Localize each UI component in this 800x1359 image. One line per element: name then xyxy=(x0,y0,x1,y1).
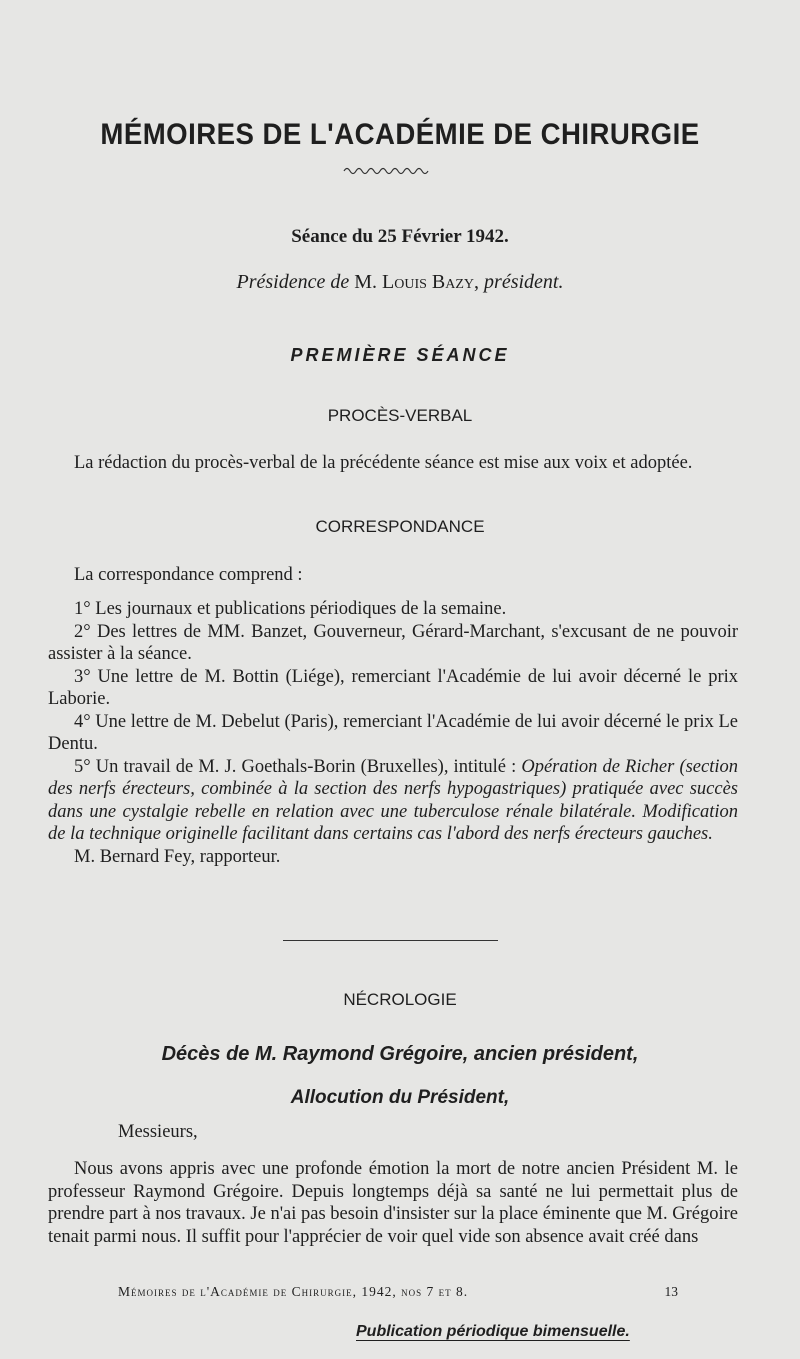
salutation: Messieurs, xyxy=(118,1122,198,1142)
presidence-line xyxy=(0,271,800,294)
section-divider xyxy=(283,940,498,941)
premiere-seance-heading: PREMIÈRE SÉANCE xyxy=(290,345,510,365)
publication-note: Publication périodique bimensuelle. xyxy=(356,1323,630,1340)
correspondance-section xyxy=(48,564,738,587)
correspondance-item-4: 4° Une lettre de M. Debelut (Paris), remerciant l'Académie de lui avoir décerné le prix Le Dentu. xyxy=(48,711,738,754)
correspondance-list xyxy=(48,598,738,868)
rapporteur-line: M. Bernard Fey, rapporteur. xyxy=(74,846,281,867)
correspondance-item-1: 1° Les journaux et publications périodiques de la semaine. xyxy=(74,599,507,619)
necrologie-text: Nous avons appris avec une profonde émotion la mort de notre ancien Président M. le professeur Raymond Grégoire. Depuis longtemps déjà sa santé ne lui permettait plus de prendre part à nos travaux. Je n'ai pas besoin d'insister sur la place éminente que M. Grégoire tenait parmi nous. Il suffit pour l'apprécier de voir quel vide son absence avait créé dans xyxy=(48,1159,738,1247)
necrologie-heading: NÉCROLOGIE xyxy=(343,990,457,1009)
necrologie-section xyxy=(48,1158,738,1248)
correspondance-intro: La correspondance comprend : xyxy=(74,565,303,585)
correspondance-item-5 xyxy=(48,756,738,846)
correspondance-item-2: 2° Des lettres de MM. Banzet, Gouverneur, Gérard-Marchant, s'excusant de ne pouvoir assister à la séance. xyxy=(48,621,738,664)
correspondance-heading: CORRESPONDANCE xyxy=(315,517,485,536)
proces-verbal-heading: PROCÈS-VERBAL xyxy=(327,406,473,425)
item5-title: Opération de Richer (section des nerfs érecteurs, combinée à la section des nerfs hypogastriques) pratiquée avec succès dans une cystalgie rebelle en relation avec une tuberculose rénale bilatérale. Modification de la technique originelle facilitant dans certains cas l'abord des nerfs érecteurs gauches. xyxy=(48,756,739,844)
footer-citation: Mémoires de l'Académie de Chirurgie, 1942, nos 7 et 8. xyxy=(118,1284,469,1299)
deces-title: Décès de M. Raymond Grégoire, ancien président, xyxy=(161,1043,639,1065)
page-footer xyxy=(118,1284,678,1300)
president-role: président. xyxy=(484,271,564,293)
proces-verbal-section xyxy=(48,452,738,475)
wavy-ornament xyxy=(342,164,432,178)
correspondance-item-3: 3° Une lettre de M. Bottin (Liége), remerciant l'Académie de lui avoir décerné le prix Laborie. xyxy=(48,666,738,709)
president-name: M. Louis Bazy, xyxy=(354,271,480,293)
proces-verbal-text: La rédaction du procès-verbal de la précédente séance est mise aux voix et adoptée. xyxy=(74,453,693,473)
page-number: 13 xyxy=(664,1284,678,1299)
seance-date: Séance du 25 Février 1942. xyxy=(291,226,509,247)
allocution-title: Allocution du Président, xyxy=(290,1087,510,1108)
item5-prefix: 5° Un travail de M. J. Goethals-Borin (Bruxelles), intitulé : xyxy=(74,756,517,777)
presidence-prefix: Présidence de xyxy=(236,271,350,293)
journal-title: MÉMOIRES DE L'ACADÉMIE DE CHIRURGIE xyxy=(100,118,700,151)
